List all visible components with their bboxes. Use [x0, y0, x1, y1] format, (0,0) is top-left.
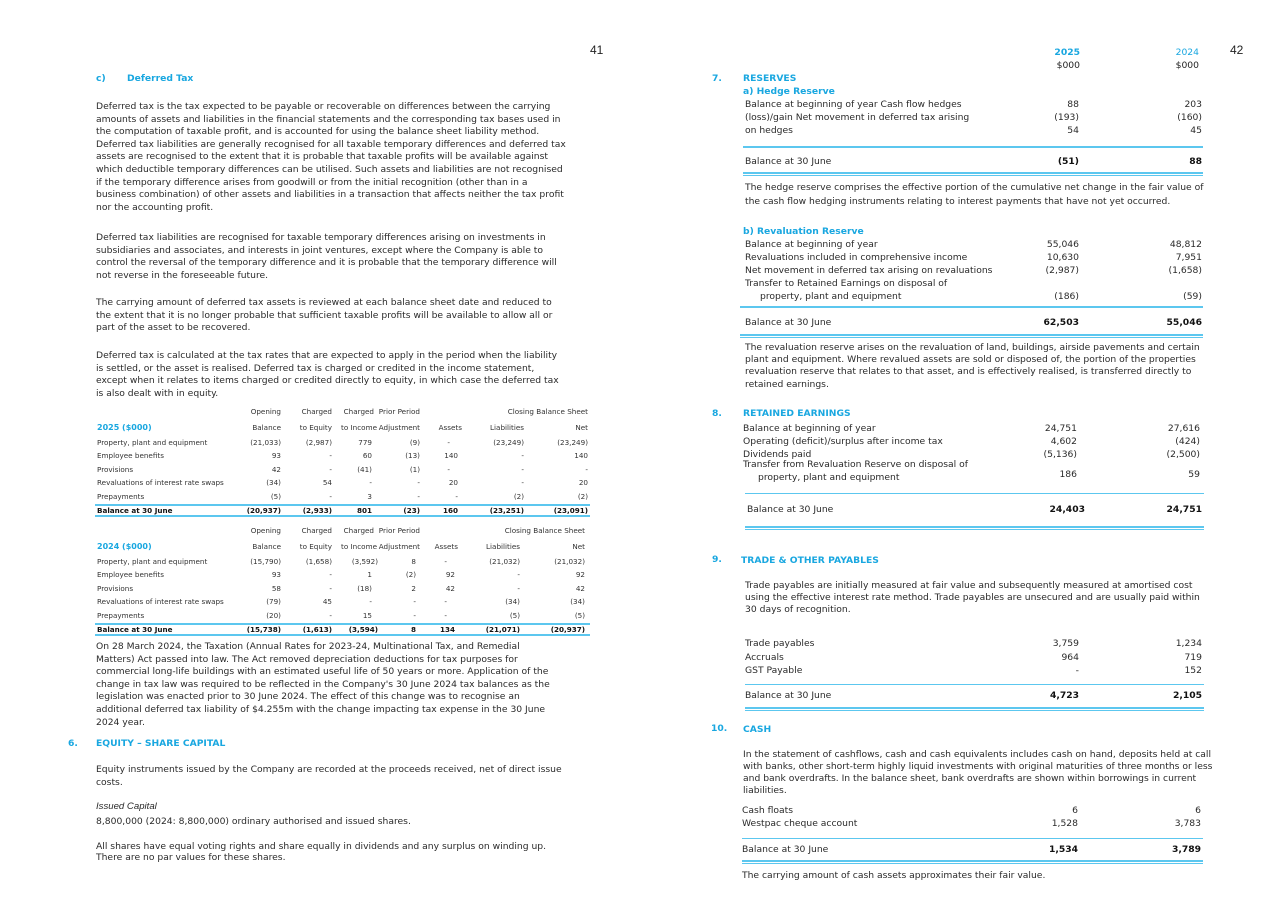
row-label: Operating (deficit)/surplus after income tax [743, 436, 943, 447]
cell: (20,937) [550, 624, 585, 634]
cell: - [413, 610, 416, 620]
section-number-8: 8. [712, 408, 722, 419]
cell: (3,592) [351, 556, 378, 566]
table-row [745, 124, 1205, 137]
table-row [95, 449, 590, 463]
cell: 54 [322, 478, 332, 488]
table-row [745, 98, 1205, 111]
value-2025: - [1075, 665, 1079, 676]
cell: (13) [405, 451, 420, 461]
cell: 93 [271, 570, 281, 580]
cell: (2) [405, 570, 416, 580]
deferred-tax-paragraph-1: Deferred tax is the tax expected to be payable or recoverable on differences between the carrying amounts of assets and liabilities in the financial statements and the corresponding tax bases used in the computation of taxable profit, and is accounted for using the balance sheet liability method. Deferred tax liabilities are generally recognised for all taxable temporary differences and deferred tax assets are recognised to the extent that it is probable that taxable profits will be available against which deductible temporary differences can be utilised. Such assets and liabilities are not recognised if the temporary difference arises from goodwill or from the initial recognition (other than in a business combination) of other assets and liabilities in a transaction that affects neither the tax profit nor the accounting profit. [96, 101, 566, 213]
value-2025: (193) [1054, 112, 1079, 123]
column-year-2025: 2025 [1054, 47, 1080, 58]
section-number-9: 9. [712, 554, 722, 565]
cell: - [521, 478, 524, 488]
value-2025: 24,751 [1044, 423, 1077, 434]
table-row [745, 637, 1205, 650]
deferred-tax-table-2025 [95, 405, 590, 517]
value-2025: 24,403 [1049, 504, 1085, 515]
cell: 20 [448, 478, 458, 488]
subsection-hedge-reserve: a) Hedge Reserve [743, 86, 835, 97]
row-label: Dividends paid [743, 449, 812, 460]
table-total-row [747, 503, 1205, 516]
double-divider [745, 707, 1204, 711]
value-2025: 10,630 [1046, 252, 1079, 263]
value-2025: 55,046 [1046, 239, 1079, 250]
cell: (3,594) [348, 624, 378, 634]
col-head-charged: Charged [343, 407, 374, 416]
cell: (20) [266, 610, 281, 620]
row-label: Cash floats [742, 805, 794, 816]
cell: - [585, 464, 588, 474]
cell: 2 [411, 583, 416, 593]
table-row [745, 238, 1205, 251]
table-total-row [745, 316, 1205, 329]
value-2024: 88 [1189, 156, 1202, 167]
equity-intro: Equity instruments issued by the Company are recorded at the proceeds received, net of direct issue costs. [96, 764, 562, 788]
row-label: Trade payables [745, 638, 815, 649]
table-row [95, 490, 590, 504]
cell: - [517, 570, 520, 580]
table-row [95, 463, 590, 477]
cell: - [447, 464, 450, 474]
cell: - [413, 597, 416, 607]
page-number-right: 42 [1230, 43, 1244, 57]
cell: 140 [574, 451, 588, 461]
cell: (41) [357, 464, 372, 474]
value-2025: 1,528 [1051, 818, 1078, 829]
double-divider [742, 860, 1203, 864]
row-label: Property, plant and equipment [97, 437, 208, 447]
divider [745, 493, 1204, 494]
column-unit-2025: $000 [1056, 60, 1080, 71]
table-header-top [95, 405, 590, 419]
table-row [742, 804, 1202, 817]
section-title-cash: CASH [743, 724, 772, 735]
subsection-revaluation-reserve: b) Revaluation Reserve [743, 226, 864, 237]
value-2024: 152 [1184, 665, 1202, 676]
cell: (2) [577, 491, 588, 501]
col-head: Adjustment [378, 422, 420, 432]
col-head-prior-period: Prior Period [378, 407, 420, 416]
cell: 15 [362, 610, 372, 620]
issued-capital-shares: 8,800,000 (2024: 8,800,000) ordinary authorised and issued shares. [96, 816, 411, 827]
col-head-opening: Opening [250, 526, 281, 535]
column-unit-2024: $000 [1175, 60, 1199, 71]
col-head: Net [575, 422, 588, 432]
table-row [742, 817, 1202, 830]
table-row [745, 264, 1205, 277]
col-head-charged: Charged [301, 526, 332, 535]
table-total-row [742, 843, 1202, 856]
cell: 42 [271, 464, 281, 474]
row-label: Transfer from Revaluation Reserve on disposal of [743, 459, 968, 470]
value-2025: (51) [1057, 156, 1079, 167]
row-label: Balance at 30 June [745, 317, 832, 328]
value-2025: 4,602 [1050, 436, 1077, 447]
table-row [745, 111, 1205, 124]
value-2024: 203 [1184, 99, 1202, 110]
table-row [745, 664, 1205, 677]
table-row [95, 555, 590, 569]
cell: 92 [445, 570, 455, 580]
table-header-bottom [95, 419, 590, 436]
section-number-7: 7. [712, 73, 722, 84]
section-title-equity: EQUITY – SHARE CAPITAL [96, 738, 226, 749]
cell: 20 [578, 478, 588, 488]
cell: (21,032) [489, 556, 520, 566]
double-divider [740, 334, 1203, 338]
col-head-closing-balance-sheet: Closing Balance Sheet [507, 407, 588, 416]
table-row [95, 568, 590, 582]
cell: - [417, 478, 420, 488]
deferred-tax-paragraph-4: Deferred tax is calculated at the tax rates that are expected to apply in the period when the liability is settled, or the asset is realised. Deferred tax is charged or credited in the income statement, except when it relates to items charged or credited directly to equity, in which case the deferred tax is also dealt with in equity. [96, 350, 559, 399]
cell: 42 [445, 583, 455, 593]
row-label: Balance at 30 June [747, 504, 834, 515]
row-label: Accruals [745, 652, 784, 663]
cell: (2,933) [302, 505, 332, 515]
col-head: to Income [341, 541, 377, 551]
value-2024: (424) [1175, 436, 1200, 447]
cell: (2) [513, 491, 524, 501]
cell: - [329, 491, 332, 501]
row-label: Revaluations of interest rate swaps [97, 478, 224, 488]
value-2025: 964 [1061, 652, 1079, 663]
deferred-tax-paragraph-3: The carrying amount of deferred tax assets is reviewed at each balance sheet date and reduced to the extent that it is no longer probable that sufficient taxable profits will be available to allow all or part of the asset to be recovered. [96, 297, 553, 334]
col-head: to Equity [299, 422, 332, 432]
value-2025: 3,759 [1052, 638, 1079, 649]
col-head: to Equity [299, 541, 332, 551]
row-label: Employee benefits [97, 451, 164, 461]
cell: - [369, 478, 372, 488]
table-title-2025: 2025 ($000) [97, 422, 152, 432]
cell: (20,937) [246, 505, 281, 515]
cell: (5) [270, 491, 281, 501]
cell: 779 [358, 437, 372, 447]
section-number-6: 6. [68, 738, 78, 749]
cell: 58 [271, 583, 281, 593]
value-2025: 4,723 [1049, 690, 1079, 701]
cell: 140 [444, 451, 458, 461]
col-head: Adjustment [378, 541, 420, 551]
table-header-top [95, 524, 590, 538]
row-label: on hedges [745, 125, 793, 136]
double-divider [745, 526, 1204, 530]
table-row [743, 458, 1203, 471]
cell: (34) [266, 478, 281, 488]
section-title-trade-payables: TRADE & OTHER PAYABLES [741, 555, 879, 566]
col-head-charged: Charged [301, 407, 332, 416]
divider [742, 838, 1203, 839]
table-row [95, 595, 590, 609]
cell: - [521, 451, 524, 461]
cell: - [329, 570, 332, 580]
section-title-deferred-tax: Deferred Tax [127, 73, 194, 84]
section-title-retained-earnings: RETAINED EARNINGS [743, 408, 851, 419]
row-label: Balance at 30 June [745, 690, 832, 701]
row-label: Balance at 30 June [742, 844, 829, 855]
section-label-c: c) [96, 73, 106, 84]
value-2024: 55,046 [1166, 317, 1202, 328]
cell: (23) [403, 505, 420, 515]
row-label: Balance at beginning of year [743, 423, 876, 434]
column-year-2024: 2024 [1175, 47, 1199, 58]
row-label: Balance at beginning of year Cash flow hedges [745, 99, 962, 110]
col-head: Net [572, 541, 585, 551]
cell: (23,251) [489, 505, 524, 515]
table-row [95, 609, 590, 623]
row-label: Balance at 30 June [97, 624, 173, 634]
table-row [95, 582, 590, 596]
section-number-10: 10. [711, 723, 728, 734]
table-row [743, 435, 1203, 448]
row-label: Provisions [97, 464, 134, 474]
divider [745, 684, 1204, 685]
cell: (15,790) [250, 556, 281, 566]
value-2024: 24,751 [1166, 504, 1202, 515]
col-head-closing-balance-sheet: Closing Balance Sheet [504, 526, 585, 535]
value-2024: 2,105 [1172, 690, 1202, 701]
row-label: property, plant and equipment [758, 472, 900, 483]
value-2024: 6 [1195, 805, 1201, 816]
value-2024: (59) [1183, 291, 1202, 302]
cell: (21,071) [485, 624, 520, 634]
value-2025: 62,503 [1043, 317, 1079, 328]
deferred-tax-legislation-note: On 28 March 2024, the Taxation (Annual Rates for 2023-24, Multinational Tax, and Remedial Matters) Act passed into law. The Act removed depreciation deductions for tax purposes for commercial long-life buildings with an estimated useful life of 50 years or more. Application of the change in tax law was required to be reflected in the Company's 30 June 2024 tax balances as the legislation was enacted prior to 30 June 2024. The effect of this change was to recognise an additional deferred tax liability of $4.255m with the change impacting tax expense in the 30 June 2024 year. [96, 641, 550, 728]
cell: 8 [411, 556, 416, 566]
value-2024: 45 [1190, 125, 1202, 136]
col-head-charged: Charged [343, 526, 374, 535]
cell: (18) [357, 583, 372, 593]
table-row [745, 290, 1205, 303]
cell: (5) [509, 610, 520, 620]
row-label: Transfer to Retained Earnings on disposal of [745, 278, 948, 289]
cash-fair-value-note: The carrying amount of cash assets approximates their fair value. [742, 870, 1046, 881]
col-head: Assets [438, 422, 462, 432]
value-2024: 3,789 [1171, 844, 1201, 855]
table-row [743, 422, 1203, 435]
cell: (34) [505, 597, 520, 607]
value-2024: 1,234 [1175, 638, 1202, 649]
row-label: property, plant and equipment [760, 291, 902, 302]
trade-payables-intro: Trade payables are initially measured at fair value and subsequently measured at amortised cost using the effective interest rate method. Trade payables are unsecured and are usually paid within 30 days of recognition. [745, 580, 1200, 615]
table-total-row [745, 155, 1205, 168]
value-2025: 1,534 [1048, 844, 1078, 855]
issued-capital-heading: Issued Capital [96, 801, 157, 812]
value-2024: (2,500) [1166, 449, 1200, 460]
cell: (5) [574, 610, 585, 620]
cell: - [417, 491, 420, 501]
row-label: Property, plant and equipment [97, 556, 208, 566]
row-label: Prepayments [97, 610, 145, 620]
value-2024: 48,812 [1169, 239, 1202, 250]
value-2025: (5,136) [1043, 449, 1077, 460]
cell: 3 [367, 491, 372, 501]
value-2025: 88 [1067, 99, 1079, 110]
col-head: to Income [341, 422, 377, 432]
col-head: Liabilities [490, 422, 524, 432]
table-row [745, 277, 1205, 290]
hedge-reserve-note: The hedge reserve comprises the effective portion of the cumulative net change in the fair value of the cash flow hedging instruments relating to interest payments that have not yet occurred. [745, 182, 1204, 207]
table-total-row [95, 504, 590, 517]
value-2024: 27,616 [1167, 423, 1200, 434]
cell: (1,658) [305, 556, 332, 566]
col-head: Balance [252, 422, 281, 432]
table-total-row [95, 623, 590, 636]
divider [743, 146, 1203, 148]
row-label: Westpac cheque account [742, 818, 858, 829]
table-row [95, 436, 590, 450]
row-label: (loss)/gain Net movement in deferred tax arising [745, 112, 970, 123]
row-label: GST Payable [745, 665, 803, 676]
col-head: Balance [252, 541, 281, 551]
cell: 45 [322, 597, 332, 607]
cell: - [329, 451, 332, 461]
row-label: Prepayments [97, 491, 145, 501]
revaluation-reserve-note: The revaluation reserve arises on the revaluation of land, buildings, airside pavements and certain plant and equipment. Where revalued assets are sold or disposed of, the portion of the properties revaluation reserve that relates to that asset, and is effectively realised, is transferred directly to retained earnings. [745, 342, 1200, 390]
row-label: Employee benefits [97, 570, 164, 580]
value-2024: (1,658) [1168, 265, 1202, 276]
cell: 42 [575, 583, 585, 593]
divider [740, 306, 1203, 308]
cell: - [329, 583, 332, 593]
cell: - [444, 597, 447, 607]
table-row [743, 471, 1203, 484]
value-2025: 6 [1072, 805, 1078, 816]
table-row [95, 476, 590, 490]
cell: (2,987) [305, 437, 332, 447]
cell: - [329, 610, 332, 620]
cell: 160 [442, 505, 458, 515]
value-2024: 7,951 [1175, 252, 1202, 263]
col-head-prior-period: Prior Period [378, 526, 420, 535]
cell: (34) [570, 597, 585, 607]
row-label: Revaluations of interest rate swaps [97, 597, 224, 607]
cell: (79) [266, 597, 281, 607]
value-2025: (2,987) [1045, 265, 1079, 276]
cell: 134 [439, 624, 455, 634]
value-2024: 719 [1184, 652, 1202, 663]
table-header-bottom [95, 538, 590, 555]
row-label: Balance at 30 June [745, 156, 832, 167]
cell: 1 [367, 570, 372, 580]
cell: - [444, 556, 447, 566]
cell: (21,032) [554, 556, 585, 566]
value-2024: (160) [1177, 112, 1202, 123]
deferred-tax-table-2024 [95, 524, 590, 636]
cell: (9) [409, 437, 420, 447]
cell: 8 [410, 624, 416, 634]
col-head: Liabilities [486, 541, 520, 551]
table-total-row [745, 689, 1205, 702]
cell: (1,613) [302, 624, 332, 634]
double-divider [743, 172, 1203, 176]
row-label: Balance at 30 June [97, 505, 173, 515]
cell: - [517, 583, 520, 593]
cell: 60 [362, 451, 372, 461]
row-label: Net movement in deferred tax arising on revaluations [745, 265, 993, 276]
row-label: Balance at beginning of year [745, 239, 878, 250]
value-2024: 3,783 [1174, 818, 1201, 829]
col-head: Assets [434, 541, 458, 551]
value-2025: 54 [1067, 125, 1079, 136]
cell: (1) [409, 464, 420, 474]
page-number-left: 41 [590, 43, 604, 57]
cell: - [455, 491, 458, 501]
value-2025: (186) [1054, 291, 1079, 302]
cell: (21,033) [250, 437, 281, 447]
cell: (23,249) [493, 437, 524, 447]
table-row [745, 651, 1205, 664]
cell: 801 [356, 505, 372, 515]
cell: (15,738) [246, 624, 281, 634]
cell: 93 [271, 451, 281, 461]
cell: - [444, 610, 447, 620]
cell: - [329, 464, 332, 474]
table-row [745, 251, 1205, 264]
row-label: Provisions [97, 583, 134, 593]
share-rights-note: All shares have equal voting rights and share equally in dividends and any surplus on winding up. There are no par values for these shares. [96, 841, 547, 863]
cell: 92 [575, 570, 585, 580]
cell: - [447, 437, 450, 447]
cell: (23,249) [557, 437, 588, 447]
cell: - [369, 597, 372, 607]
section-title-reserves: RESERVES [743, 73, 797, 84]
cash-intro: In the statement of cashflows, cash and cash equivalents includes cash on hand, deposits held at call with banks, other short-term highly liquid investments with original maturities of three months or less and bank overdrafts. In the balance sheet, bank overdrafts are shown within borrowings in current liabilities. [743, 749, 1213, 796]
cell: - [521, 464, 524, 474]
col-head-opening: Opening [250, 407, 281, 416]
value-2024: 59 [1188, 469, 1200, 480]
value-2025: 186 [1059, 469, 1077, 480]
table-title-2024: 2024 ($000) [97, 541, 152, 551]
cell: (23,091) [553, 505, 588, 515]
deferred-tax-paragraph-2: Deferred tax liabilities are recognised for taxable temporary differences arising on investments in subsidiaries and associates, and interests in joint ventures, except where the Company is able to control the reversal of the temporary difference and it is probable that the temporary difference will not reverse in the foreseeable future. [96, 232, 557, 281]
row-label: Revaluations included in comprehensive income [745, 252, 968, 263]
